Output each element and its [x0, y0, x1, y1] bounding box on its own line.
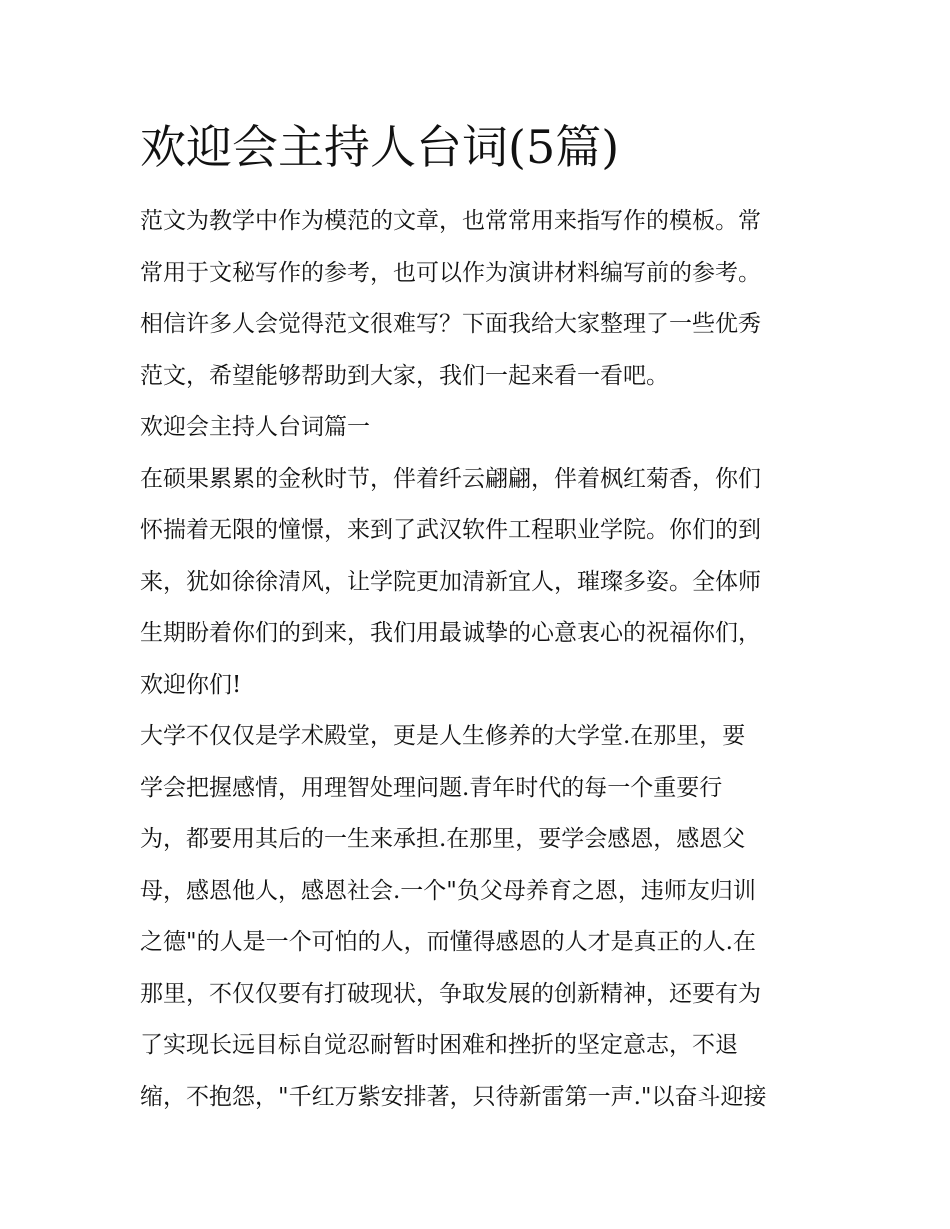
text-line: 生期盼着你们的到来，我们用最诚挚的心意衷心的祝福你们，: [140, 620, 761, 646]
document-title: 欢迎会主持人台词(5篇): [140, 120, 620, 174]
text-line: 欢迎你们!: [140, 671, 242, 698]
text-line: 了实现长远目标自觉忍耐暂时困难和挫折的坚定意志，不退: [140, 1032, 738, 1058]
text-line: 怀揣着无限的憧憬，来到了武汉软件工程职业学院。你们的到: [140, 517, 761, 543]
text-line: 范文为教学中作为模范的文章，也常常用来指写作的模板。常: [140, 208, 761, 234]
text-line: 在硕果累累的金秋时节，伴着纤云翩翩，伴着枫红菊香，你们: [140, 465, 761, 492]
section-heading: 欢迎会主持人台词篇一: [140, 414, 370, 440]
text-line: 母，感恩他人，感恩社会.一个"负父母养育之恩，违师友归训: [140, 877, 756, 904]
document-body: [140, 196, 820, 1123]
text-line: 缩，不抱怨，"千红万紫安排著，只待新雷第一声."以奋斗迎接: [140, 1083, 767, 1110]
text-line: 之德"的人是一个可怕的人，而懂得感恩的人才是真正的人.在: [140, 929, 756, 955]
text-line: 范文，希望能够帮助到大家，我们一起来看一看吧。: [140, 362, 669, 389]
text-line: 相信许多人会觉得范文很难写？下面我给大家整理了一些优秀: [140, 311, 761, 337]
text-line: 来，犹如徐徐清风，让学院更加清新宜人，璀璨多姿。全体师: [140, 568, 761, 595]
text-line: 常用于文秘写作的参考，也可以作为演讲材料编写前的参考。: [140, 259, 761, 286]
text-line: 为，都要用其后的一生来承担.在那里，要学会感恩，感恩父: [140, 826, 746, 852]
text-line: 学会把握感情，用理智处理问题.青年时代的每一个重要行: [140, 774, 723, 801]
text-line: 那里，不仅仅要有打破现状，争取发展的创新精神，还要有为: [140, 980, 761, 1007]
text-line: 大学不仅仅是学术殿堂，更是人生修养的大学堂.在那里，要: [140, 723, 746, 749]
